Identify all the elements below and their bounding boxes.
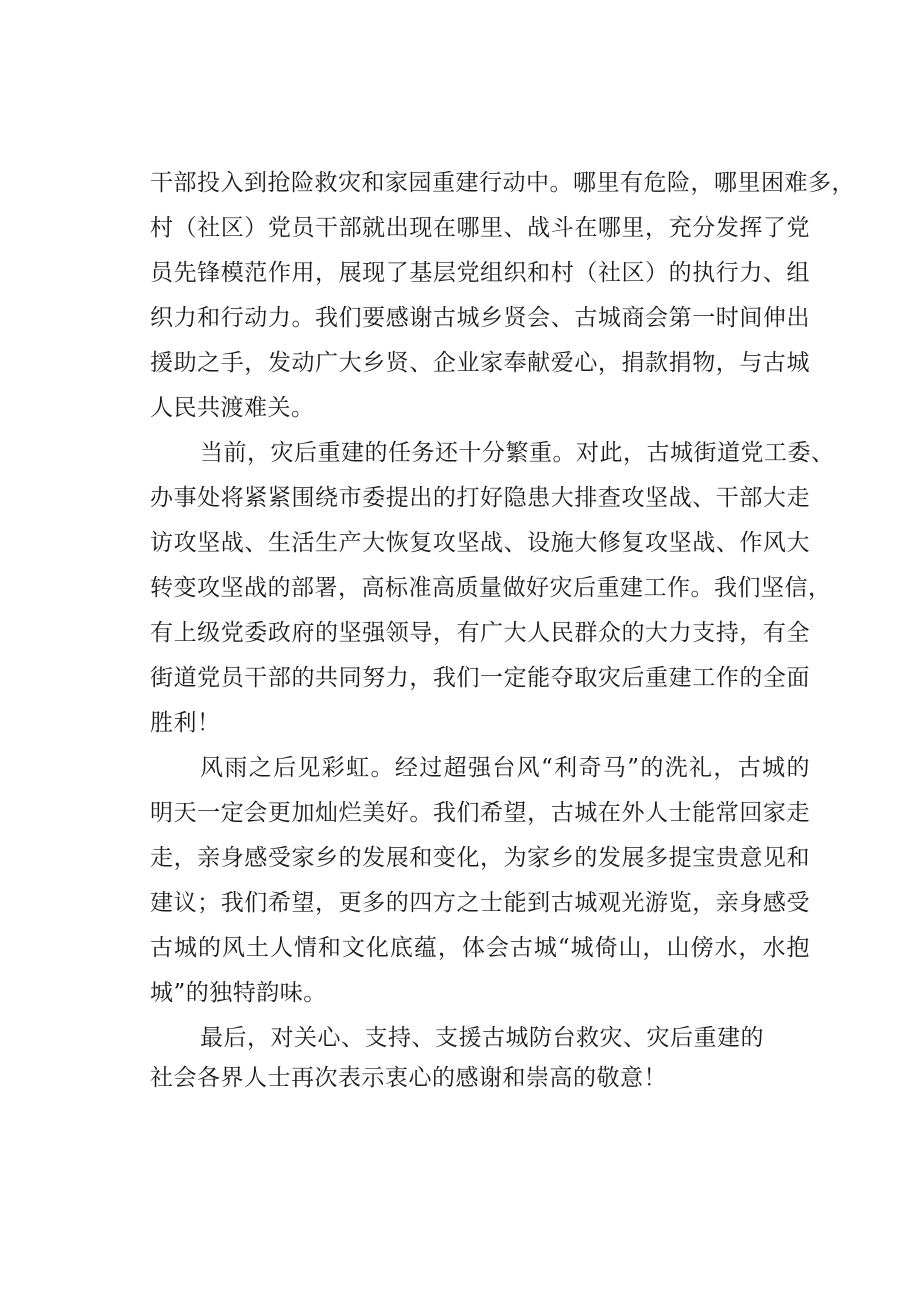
paragraph-1-line-2: 村（社区）党员干部就出现在哪里、战斗在哪里，充分发挥了党 [150,215,810,241]
paragraph-2-line-5: 有上级党委政府的坚强领导，有广大人民群众的大力支持，有全 [150,620,810,646]
paragraph-3-line-2: 明天一定会更加灿烂美好。我们希望，古城在外人士能常回家走 [150,800,810,826]
paragraph-1-line-1: 干部投入到抢险救灾和家园重建行动中。哪里有危险，哪里困难多， [150,170,855,196]
paragraph-3-line-5: 古城的风土人情和文化底蕴，体会古城“城倚山，山傍水，水抱 [150,935,810,961]
paragraph-3-line-6: 城”的独特韵味。 [150,980,327,1006]
paragraph-2-line-6: 街道党员干部的共同努力，我们一定能夺取灾后重建工作的全面 [150,665,810,691]
paragraph-1-line-6: 人民共渡难关。 [150,395,315,421]
paragraph-1-line-4: 织力和行动力。我们要感谢古城乡贤会、古城商会第一时间伸出 [150,305,810,331]
paragraph-3-line-1: 风雨之后见彩虹。经过超强台风“利奇马”的洗礼，古城的 [200,755,810,781]
paragraph-2-line-3: 访攻坚战、生活生产大恢复攻坚战、设施大修复攻坚战、作风大 [150,530,810,556]
paragraph-3-line-4: 建议；我们希望，更多的四方之士能到古城观光游览，亲身感受 [150,890,810,916]
paragraph-1-line-3: 员先锋模范作用，展现了基层党组织和村（社区）的执行力、组 [150,260,810,286]
closing-line-2: 社会各界人士再次表示衷心的感谢和崇高的敬意！ [150,1065,667,1091]
closing-line-1: 最后，对关心、支持、支援古城防台救灾、灾后重建的 [200,1025,764,1051]
paragraph-2-line-4: 转变攻坚战的部署，高标准高质量做好灾后重建工作。我们坚信， [150,575,832,601]
paragraph-1-line-5: 援助之手，发动广大乡贤、企业家奉献爱心，捐款捐物，与古城 [150,350,810,376]
paragraph-2-line-2: 办事处将紧紧围绕市委提出的打好隐患大排查攻坚战、干部大走 [150,485,810,511]
paragraph-2-line-7: 胜利！ [150,710,221,736]
paragraph-3-line-3: 走，亲身感受家乡的发展和变化，为家乡的发展多提宝贵意见和 [150,845,810,871]
paragraph-2-line-1: 当前，灾后重建的任务还十分繁重。对此，古城街道党工委、 [200,440,835,466]
